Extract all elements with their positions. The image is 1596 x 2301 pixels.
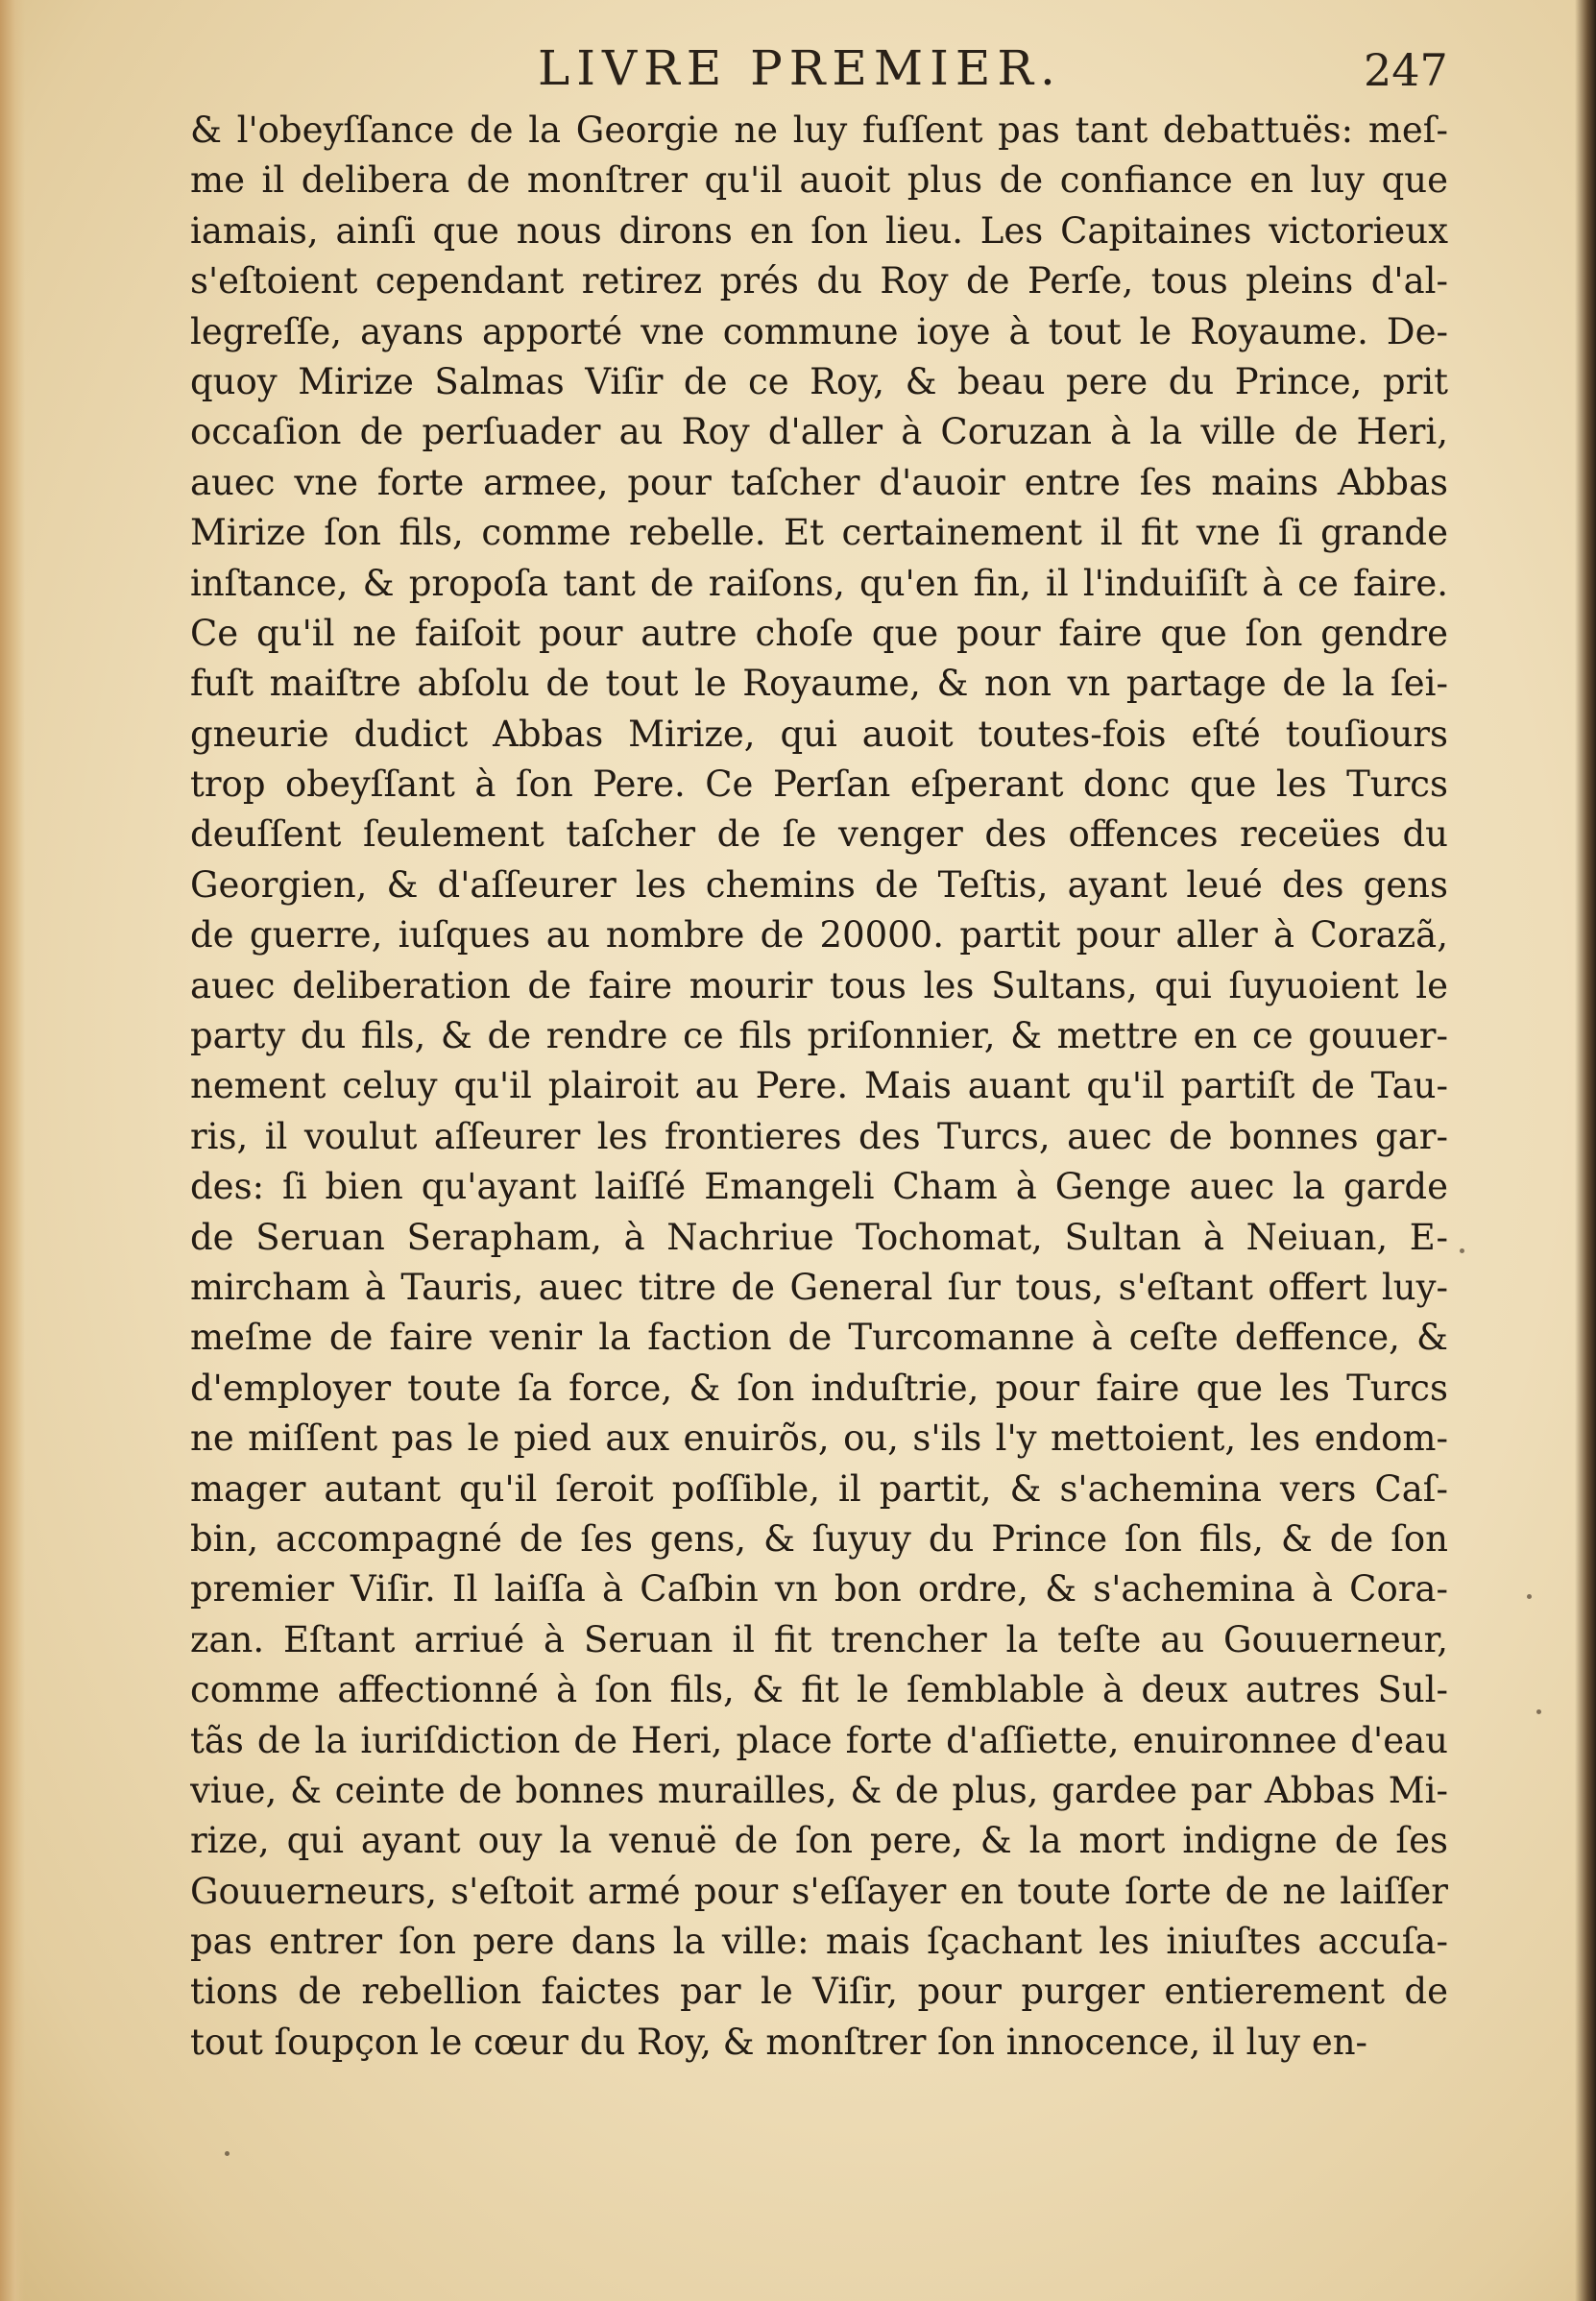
text-line: ne miſſent pas le pied aux enuirõs, ou, s'ils l'y mettoient, les endom- bbox=[190, 1417, 1448, 1460]
text-line: zan. Eſtant arriué à Seruan il fit trencher la teſte au Gouuerneur, bbox=[190, 1618, 1448, 1660]
running-title: LIVRE PREMIER. bbox=[538, 40, 1062, 96]
text-line: legreſſe, ayans apporté vne commune ioye à tout le Royaume. De- bbox=[190, 310, 1448, 352]
ink-speck bbox=[1460, 1248, 1464, 1253]
text-line: bin, accompagné de ſes gens, & ſuyuy du Prince ſon fils, & de ſon bbox=[190, 1517, 1448, 1560]
page-number: 247 bbox=[1364, 44, 1448, 96]
text-line: de guerre, iuſques au nombre de 20000. partit pour aller à Corazã, bbox=[190, 914, 1448, 957]
text-line: des: ſi bien qu'ayant laiſſé Emangeli Cham à Genge auec la garde bbox=[190, 1166, 1448, 1208]
text-line: occaſion de perſuader au Roy d'aller à Coruzan à la ville de Heri, bbox=[190, 411, 1448, 453]
text-line: meſme de faire venir la faction de Turcomanne à ceſte deffence, & bbox=[190, 1317, 1448, 1359]
text-line: Ce qu'il ne faiſoit pour autre choſe que pour faire que ſon gendre bbox=[190, 612, 1448, 654]
text-line: comme affectionné à ſon fils, & fit le ſemblable à deux autres Sul- bbox=[190, 1669, 1448, 1711]
page-gutter-shadow bbox=[0, 0, 25, 2301]
text-line: quoy Mirize Salmas Viſir de ce Roy, & beau pere du Prince, prit bbox=[190, 360, 1448, 402]
page-header bbox=[0, 35, 1596, 111]
text-line: auec vne forte armee, pour taſcher d'auoir entre ſes mains Abbas bbox=[190, 461, 1448, 503]
text-line: pas entrer ſon pere dans la ville: mais ſçachant les iniuſtes accuſa- bbox=[190, 1921, 1448, 1963]
text-line: inſtance, & propoſa tant de raiſons, qu'en fin, il l'induiſiſt à ce faire. bbox=[190, 562, 1448, 604]
text-line: tãs de la iuriſdiction de Heri, place forte d'aſſiette, enuironnee d'eau bbox=[190, 1719, 1448, 1761]
page-edge-shadow bbox=[1575, 0, 1596, 2301]
text-line: auec deliberation de faire mourir tous les Sultans, qui ſuyuoient le bbox=[190, 964, 1448, 1006]
ink-speck bbox=[1527, 1594, 1532, 1599]
text-line: d'employer toute ſa force, & ſon induſtrie, pour faire que les Turcs bbox=[190, 1367, 1448, 1409]
text-line: premier Viſir. Il laiſſa à Caſbin vn bon ordre, & s'achemina à Cora- bbox=[190, 1568, 1448, 1611]
text-line: de Seruan Serapham, à Nachriue Tochomat, Sultan à Neiuan, E- bbox=[190, 1216, 1448, 1258]
body-text bbox=[190, 106, 1448, 2068]
text-line: gneurie dudict Abbas Mirize, qui auoit toutes-fois eſté touſiours bbox=[190, 713, 1448, 755]
text-line: ris, il voulut aſſeurer les frontieres des Turcs, auec de bonnes gar- bbox=[190, 1115, 1448, 1157]
text-line: viue, & ceinte de bonnes murailles, & de plus, gardee par Abbas Mi- bbox=[190, 1769, 1448, 1811]
text-line: s'eſtoient cependant retirez prés du Roy de Perſe, tous pleins d'al- bbox=[190, 260, 1448, 303]
text-line: nement celuy qu'il plairoit au Pere. Mais auant qu'il partiſt de Tau- bbox=[190, 1065, 1448, 1107]
text-line: mager autant qu'il ſeroit poſſible, il partit, & s'achemina vers Caſ- bbox=[190, 1467, 1448, 1510]
text-line: iamais, ainſi que nous dirons en ſon lieu. Les Capitaines victorieux bbox=[190, 209, 1448, 252]
text-line: tout ſoupçon le cœur du Roy, & monſtrer ſon innocence, il luy en- bbox=[190, 2021, 1368, 2063]
text-line: party du fils, & de rendre ce fils priſonnier, & mettre en ce gouuer- bbox=[190, 1015, 1448, 1057]
text-line: me il delibera de monſtrer qu'il auoit plus de confiance en luy que bbox=[190, 159, 1448, 202]
text-line: & l'obeyſſance de la Georgie ne luy fuſſent pas tant debattuës: meſ- bbox=[190, 109, 1448, 151]
text-line: tions de rebellion faictes par le Viſir, pour purger entierement de bbox=[190, 1971, 1448, 2013]
text-line: trop obeyſſant à ſon Pere. Ce Perſan eſperant donc que les Turcs bbox=[190, 763, 1448, 806]
text-line: deuſſent ſeulement taſcher de ſe venger des offences receües du bbox=[190, 813, 1448, 856]
ink-speck bbox=[225, 2151, 230, 2156]
text-line: Gouuerneurs, s'eſtoit armé pour s'eſſayer en toute ſorte de ne laiſſer bbox=[190, 1870, 1448, 1912]
ink-speck bbox=[1536, 1709, 1541, 1714]
text-line: fuſt maiſtre abſolu de tout le Royaume, & non vn partage de la ſei- bbox=[190, 663, 1448, 705]
text-line: Georgien, & d'aſſeurer les chemins de Teſtis, ayant leué des gens bbox=[190, 863, 1448, 906]
text-line: mircham à Tauris, auec titre de General ſur tous, s'eſtant offert luy- bbox=[190, 1266, 1448, 1308]
text-line: Mirize ſon fils, comme rebelle. Et certainement il fit vne ſi grande bbox=[190, 512, 1448, 554]
text-line: rize, qui ayant ouy la venuë de ſon pere, & la mort indigne de ſes bbox=[190, 1820, 1448, 1862]
